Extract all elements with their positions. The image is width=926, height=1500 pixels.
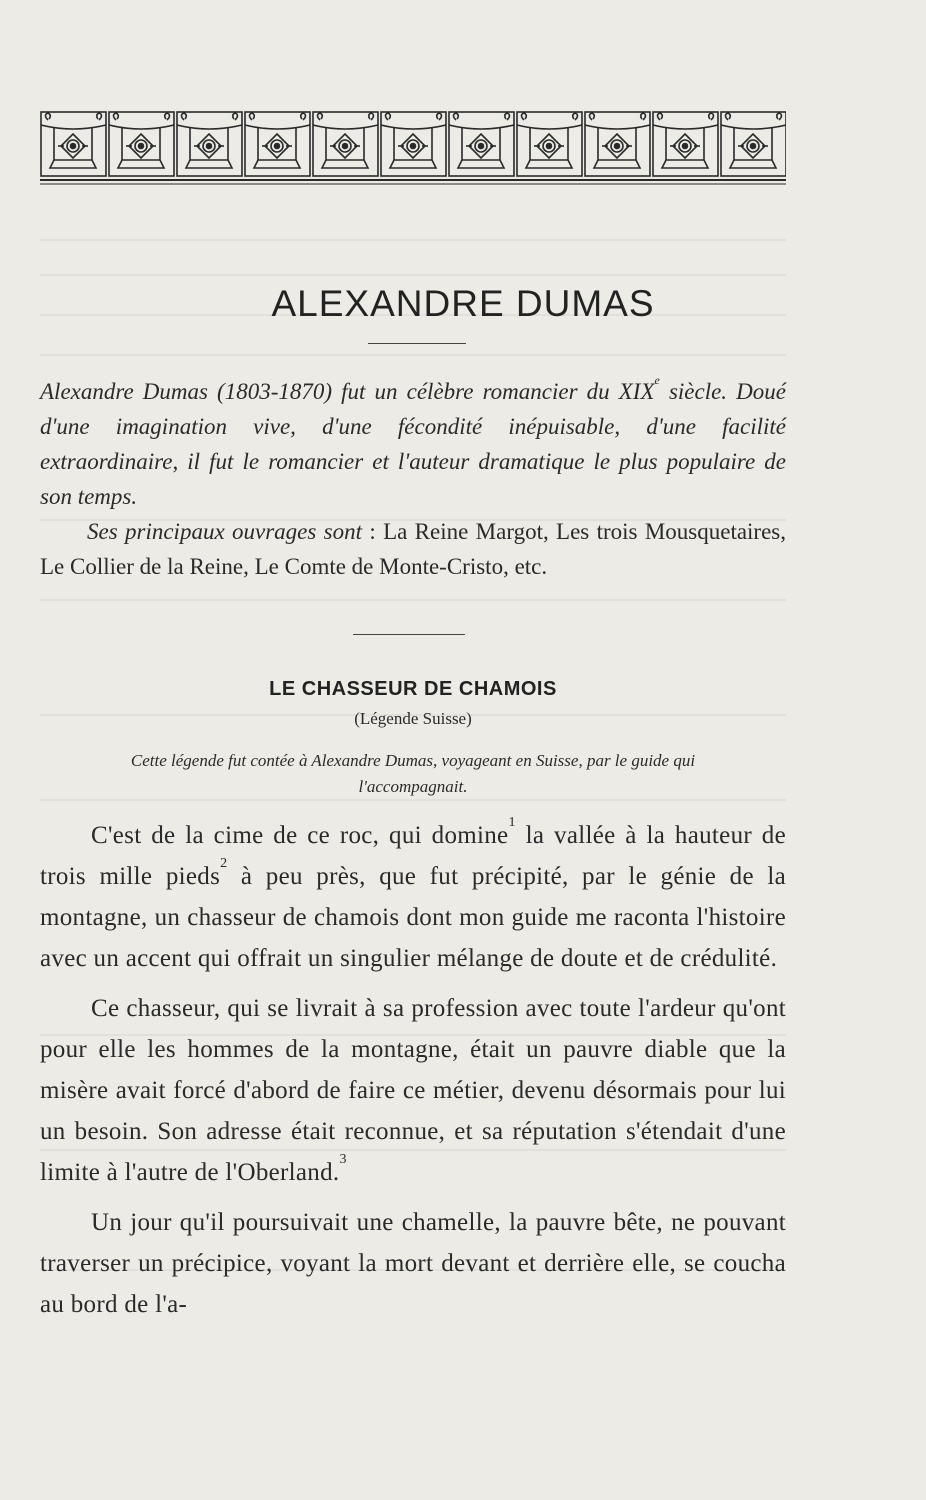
story-paragraph-1: [40, 815, 786, 979]
p1-text-c: à peu près, que fut précipité, par le génie de la montagne, un chasseur de chamois dont mon guide me raconta l'histoire avec un accent qui offrait un singulier mélange de doute et de crédulité.: [40, 863, 786, 972]
p2-text: Ce chasseur, qui se livrait à sa profession avec toute l'ardeur qu'ont pour elle les hommes de la montagne, était un pauvre diable que la misère avait forcé d'abord de faire ce métier, devenu désormais pour lui un besoin. Son adresse était reconnue, et sa réputation s'étendait d'une limite à l'autre de l'Oberland.: [40, 995, 786, 1186]
author-intro: [40, 374, 786, 584]
century-superscript: e: [654, 373, 660, 387]
intro-text-1: Alexandre Dumas (1803-1870) fut un célèbre romancier du XIX: [40, 379, 655, 404]
footnote-ref-3: 3: [339, 1152, 347, 1167]
story-body: [40, 815, 786, 1334]
intro-text-2: siècle. Doué d'une imagination vive, d'une fécondité inépuisable, d'une facilité extraordinaire, il fut le romancier et l'auteur dramatique le plus populaire de son temps.: [40, 379, 786, 509]
p3-text: Un jour qu'il poursuivait une chamelle, la pauvre bête, ne pouvant traverser un précipice, voyant la mort devant et derrière elle, se coucha au bord de l'a-: [40, 1209, 786, 1318]
legend-subtitle: (Légende Suisse): [354, 709, 472, 728]
footnote-ref-1: 1: [508, 815, 516, 830]
section-divider: [353, 634, 465, 635]
page-title: ALEXANDRE DUMAS: [271, 283, 655, 324]
works-list: La Reine Margot, Les trois Mousquetaires, Le Collier de la Reine, Le Comte de Monte-Cristo, etc.: [40, 519, 787, 579]
story-paragraph-2: [40, 988, 786, 1193]
footnote-ref-2: 2: [220, 856, 228, 871]
decorative-frieze: [40, 108, 786, 188]
works-label: Ses principaux ouvrages sont: [87, 519, 362, 544]
legend-note: Cette légende fut contée à Alexandre Dumas, voyageant en Suisse, par le guide qui l'accompagnait.: [130, 751, 696, 796]
intro-paragraph: [40, 374, 786, 514]
story-paragraph-3: [40, 1202, 786, 1325]
p1-text-b: la vallée à la hauteur de trois mille pieds: [40, 822, 786, 890]
title-divider: [368, 343, 466, 344]
works-paragraph: [40, 514, 786, 584]
works-colon: :: [362, 519, 384, 544]
legend-title: LE CHASSEUR DE CHAMOIS: [269, 678, 557, 700]
p1-text-a: C'est de la cime de ce roc, qui domine: [91, 822, 509, 849]
